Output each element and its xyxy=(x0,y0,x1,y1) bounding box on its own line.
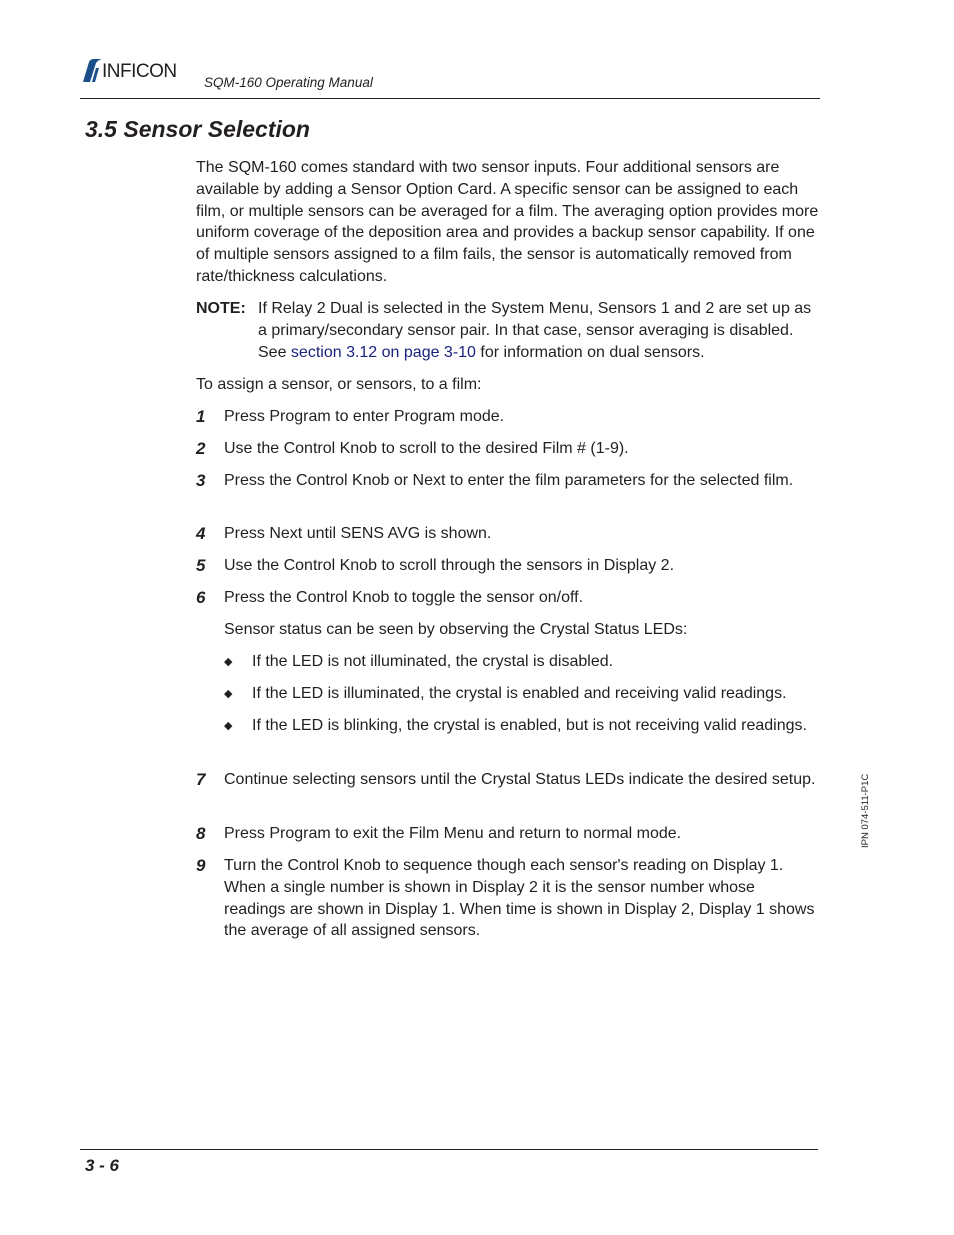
step-number: 2 xyxy=(196,439,206,458)
step-text: Continue selecting sensors until the Crystal Status LEDs indicate the desired setup. xyxy=(224,771,816,788)
step-number: 1 xyxy=(196,407,206,426)
note-text xyxy=(258,298,818,363)
step-text: Press Next until SENS AVG is shown. xyxy=(224,525,492,542)
step-number: 3 xyxy=(196,471,206,490)
step-number: 8 xyxy=(196,824,206,843)
bullet-text: If the LED is illuminated, the crystal is enabled and receiving valid readings. xyxy=(252,685,787,702)
side-ipn-label: IPN 074-511-P1C xyxy=(860,773,871,848)
note-label: NOTE: xyxy=(196,300,246,317)
note-block xyxy=(196,298,821,361)
lead-in-text: To assign a sensor, or sensors, to a film: xyxy=(196,376,482,393)
step-text: Press the Control Knob or Next to enter the film parameters for the selected film. xyxy=(224,472,794,489)
step-number: 7 xyxy=(196,770,206,789)
header-divider xyxy=(80,98,820,99)
intro-paragraph: The SQM-160 comes standard with two sensor inputs. Four additional sensors are available by adding a Sensor Option Card. A specific sensor can be assigned to each film, or multiple sensors can be averaged for a film. The averaging option provides more uniform coverage of the deposition area and provides a backup sensor capability. If one of multiple sensors assigned to a film fails, the sensor is automatically removed from rate/thickness calculations. xyxy=(196,159,819,285)
footer-divider xyxy=(80,1149,818,1150)
diamond-bullet-icon: ◆ xyxy=(224,688,233,700)
step-text: Turn the Control Knob to sequence though each sensor's reading on Display 1. When a single number is shown in Display 2 it is the sensor number whose readings are shown in Display 1. When time is shown in Display 2, Display 1 shows the average of all assigned sensors. xyxy=(224,857,815,940)
manual-title: SQM-160 Operating Manual xyxy=(204,75,373,90)
step-number: 4 xyxy=(196,524,206,543)
diamond-bullet-icon: ◆ xyxy=(224,656,233,668)
note-text-after: for information on dual sensors. xyxy=(475,343,705,361)
section-link[interactable]: section 3.12 on page 3-10 xyxy=(290,343,476,361)
step-number: 9 xyxy=(196,856,206,875)
status-paragraph: Sensor status can be seen by observing the Crystal Status LEDs: xyxy=(224,621,688,638)
logo-text: INFICON xyxy=(102,61,177,82)
section-heading: 3.5 Sensor Selection xyxy=(85,116,310,142)
page-number: 3 - 6 xyxy=(85,1156,120,1175)
step-number: 6 xyxy=(196,588,206,607)
inficon-logo xyxy=(80,58,200,84)
step-number: 5 xyxy=(196,556,206,575)
diamond-bullet-icon: ◆ xyxy=(224,720,233,732)
step-text: Press Program to enter Program mode. xyxy=(224,408,505,425)
bullet-text: If the LED is not illuminated, the crystal is disabled. xyxy=(252,653,614,670)
bullet-text: If the LED is blinking, the crystal is enabled, but is not receiving valid readings. xyxy=(252,717,807,734)
inficon-logo-mark-icon xyxy=(80,58,104,84)
note-text-before: If Relay 2 Dual is selected in the System Menu, Sensors 1 and 2 are set up as a primary/secondary sensor pair. In that case, sensor averaging is disabled. See xyxy=(258,300,812,361)
step-text: Press Program to exit the Film Menu and return to normal mode. xyxy=(224,825,682,842)
step-text: Press the Control Knob to toggle the sensor on/off. xyxy=(224,589,584,606)
step-text: Use the Control Knob to scroll through the sensors in Display 2. xyxy=(224,557,675,574)
step-text: Use the Control Knob to scroll to the desired Film # (1-9). xyxy=(224,440,629,457)
